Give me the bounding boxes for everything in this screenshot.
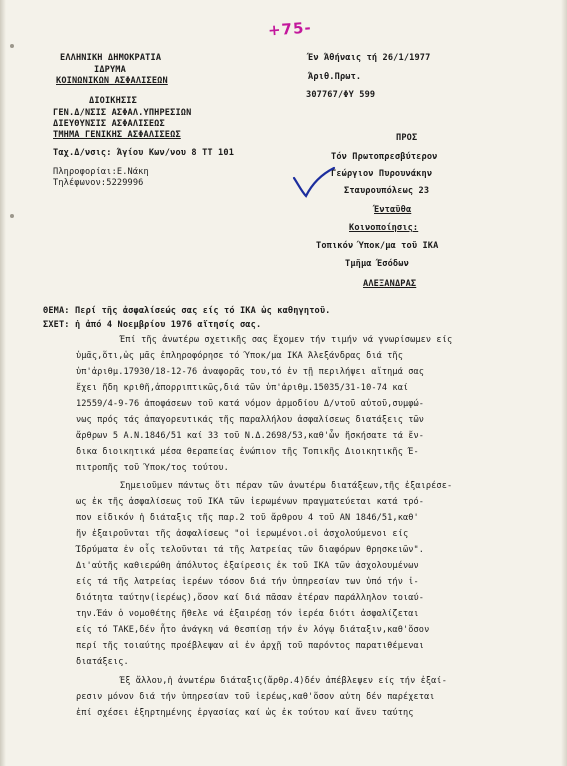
body-line: Έξ ἄλλου,ἡ ἀνωτέρω διάταξις(ἄρθρ.4)δέν ἀπέβλεψεν είς τήν ἐξαί-: [120, 676, 447, 686]
binder-hole: [10, 214, 14, 218]
letterhead-administration: ΔΙΟΙΚΗΣΙΣ: [89, 96, 137, 106]
binder-hole: [10, 44, 14, 48]
recipient-name: Γεώργιον Πυρουνάκην: [331, 169, 433, 179]
cc-label: Κοινοποίησις:: [349, 223, 419, 233]
subject-line: ΘΕΜΑ: Περί τῆς ἀσφαλίσεώς σας είς τό ΙΚΑ ὡς καθηγητοῦ.: [43, 306, 331, 316]
body-line: Σημειοῦμεν πάντως ὅτι πέραν τῶν ἀνωτέρω διατάξεων,τῆς ἐξαιρέσε-: [120, 481, 453, 491]
recipient-street: Σταυρουπόλεως 23: [344, 186, 430, 196]
body-line: νως πρός τάς ἀπαγορευτικάς τῆς παραλλήλου ἀσφαλίσεως διατάξεις τῶν: [76, 415, 425, 425]
phone-number: Τηλέφωνον:5229996: [53, 178, 144, 188]
postal-address: Ταχ.Δ/νσις: Άγίου Κων/νου 8 ΤΤ 101: [53, 148, 235, 158]
body-line: είς τά τῆς λατρείας ἱερέων τόσον διά τήν ὑπηρεσίαν των ὑπό τήν ἰ-: [76, 577, 419, 587]
page-right-edge: [561, 0, 567, 766]
body-line: ἐπί σχέσει ἐξηρτημένης ἐργασίας καί ὡς ἐκ τούτου καί ἄνευ ταύτης: [76, 708, 414, 718]
cc-office: Τοπικόν Ύποκ/μα τοῦ ΙΚΑ: [316, 241, 439, 251]
letterhead-general-directorate: ΓΕΝ.Δ/ΝΣΙΣ ΑΣΦΑΛ.ΥΠΗΡΕΣΙΩΝ: [53, 108, 192, 118]
body-line: περί τῆς τοιαύτης προέβλεψαν αἱ ἐν ἀρχῇ τοῦ παρόντος παρατιθέμεναι: [76, 641, 425, 651]
body-line: Ίδρύματα ἐν οἷς τελοῦνται τά τῆς λατρείας τῶν διαφόρων θρησκειῶν".: [76, 545, 425, 555]
recipient-to: ΠΡΟΣ: [396, 133, 418, 143]
body-line: πιτροπῆς τοῦ Ύποκ/τος τούτου.: [76, 463, 229, 473]
body-line: ως ἐκ τῆς ἀσφαλίσεως τοῦ ΙΚΑ τῶν ἱερωμένων πραγματεύεται κατά τρό-: [76, 497, 425, 507]
body-line: διατάξεις.: [76, 657, 129, 667]
recipient-city: Ένταῦθα: [374, 205, 412, 215]
body-line: δικα διοικητικά μέσα θεραπείας ἐνώπιον τῆς Τοπικῆς Διοικητικῆς Έ-: [76, 447, 419, 457]
check-mark-icon: [292, 166, 336, 200]
body-line: είς τό ΤΑΚΕ,δέν ἦτο ἀνάγκη νά θεσπίσῃ τήν ἐν λόγῳ διάταξιν,καθ'ὅσον: [76, 625, 430, 635]
body-line: την.Έάν ὁ νομοθέτης ἤθελε νά ἐξαιρέσῃ τόν ἱερέα διότι ἀσφαλίζεται: [76, 609, 419, 619]
letterhead-department: ΤΜΗΜΑ ΓΕΝΙΚΗΣ ΑΣΦΑΛΙΣΕΩΣ: [53, 130, 181, 140]
body-line: διότητα ταύτην(ἱερέως),ὅσον καί διά πᾶσαν ἑτέραν παράλληλον τοιαύ-: [76, 593, 425, 603]
letterhead-republic: ΕΛΛΗΝΙΚΗ ΔΗΜΟΚΡΑΤΙΑ: [60, 53, 162, 63]
cc-city: ΑΛΕΞΑΝΔΡΑΣ: [363, 279, 417, 289]
letterhead-directorate: ΔΙΕΥΘΥΝΣΙΣ ΑΣΦΑΛΙΣΕΩΣ: [53, 119, 165, 129]
body-line: πον εἰδικόν ἡ διάταξις τῆς παρ.2 τοῦ ἄρθρου 4 τοῦ ΑΝ 1846/51,καθ': [76, 513, 419, 523]
protocol-number: 307767/ΦΥ 599: [306, 90, 376, 100]
body-line: ρεσιν μόνον διά τήν ὑπηρεσίαν τοῦ ἱερέως,καθ'ὅσον αὐτη δέν παρέχεται: [76, 692, 435, 702]
body-line: ὑμᾶς,ὅτι,ὡς μᾶς ἐπληροφόρησε τό Ύποκ/μα ΙΚΑ Άλεξάνδρας διά τῆς: [76, 351, 403, 361]
reference-line: ΣΧΕΤ: ἡ ἀπό 4 Νοεμβρίου 1976 αἴτησίς σας.: [43, 320, 262, 330]
body-line: ἄρθρων 5 Α.Ν.1846/51 καί 33 τοῦ Ν.Δ.2698/53,καθ'ὧν ἤσκήσατε τά ἔν-: [76, 431, 425, 441]
date-line: Έν Άθήναις τή 26/1/1977: [308, 53, 431, 63]
body-line: Δι'αὐτῆς καθιερώθη ἀπόλυτος ἐξαίρεσις ἐκ τοῦ ΙΚΑ τῶν ἀσχολουμένων: [76, 561, 419, 571]
body-line: 12559/4-9-76 ἀποφάσεων τοῦ κατά νόμον ἁρμοδίου Δ/ντοῦ αὐτοῦ,συμφώ-: [76, 399, 425, 409]
handwritten-page-number: +75-: [267, 18, 313, 40]
body-line: ὑπ'ἀριθμ.17930/18-12-76 ἀναφορᾶς του,τό ἐν τῇ περιλήψει αἴτημά σας: [76, 367, 425, 377]
protocol-label: Άριθ.Πρωτ.: [308, 72, 362, 82]
letterhead-foundation: ΙΔΡΥΜΑ: [94, 65, 126, 75]
information-contact: Πληροφορίαι:Ε.Νάκη: [53, 167, 149, 177]
letterhead-social-insurance: ΚΟΙΝΩΝΙΚΩΝ ΑΣΦΑΛΙΣΕΩΝ: [56, 76, 168, 86]
body-line: Έπί τῆς ἀνωτέρω σχετικῆς σας ἔχομεν τήν τιμήν νά γνωρίσωμεν είς: [120, 335, 453, 345]
page-left-edge: [0, 0, 6, 766]
recipient-title: Τόν Πρωτοπρεσβύτερον: [331, 152, 438, 162]
cc-department: Τμῆμα Έσόδων: [345, 259, 409, 269]
body-line: ἥν ἐξαιροῦνται τῆς ἀσφαλίσεως "οἱ ἱερωμένοι.οἱ ἀσχολούμενοι είς: [76, 529, 409, 539]
body-line: ἔχει ἤδη κριθῆ,ἀπορριπτικῶς,διά τῶν ὑπ'ἀριθμ.15035/31-10-74 καί: [76, 383, 409, 393]
